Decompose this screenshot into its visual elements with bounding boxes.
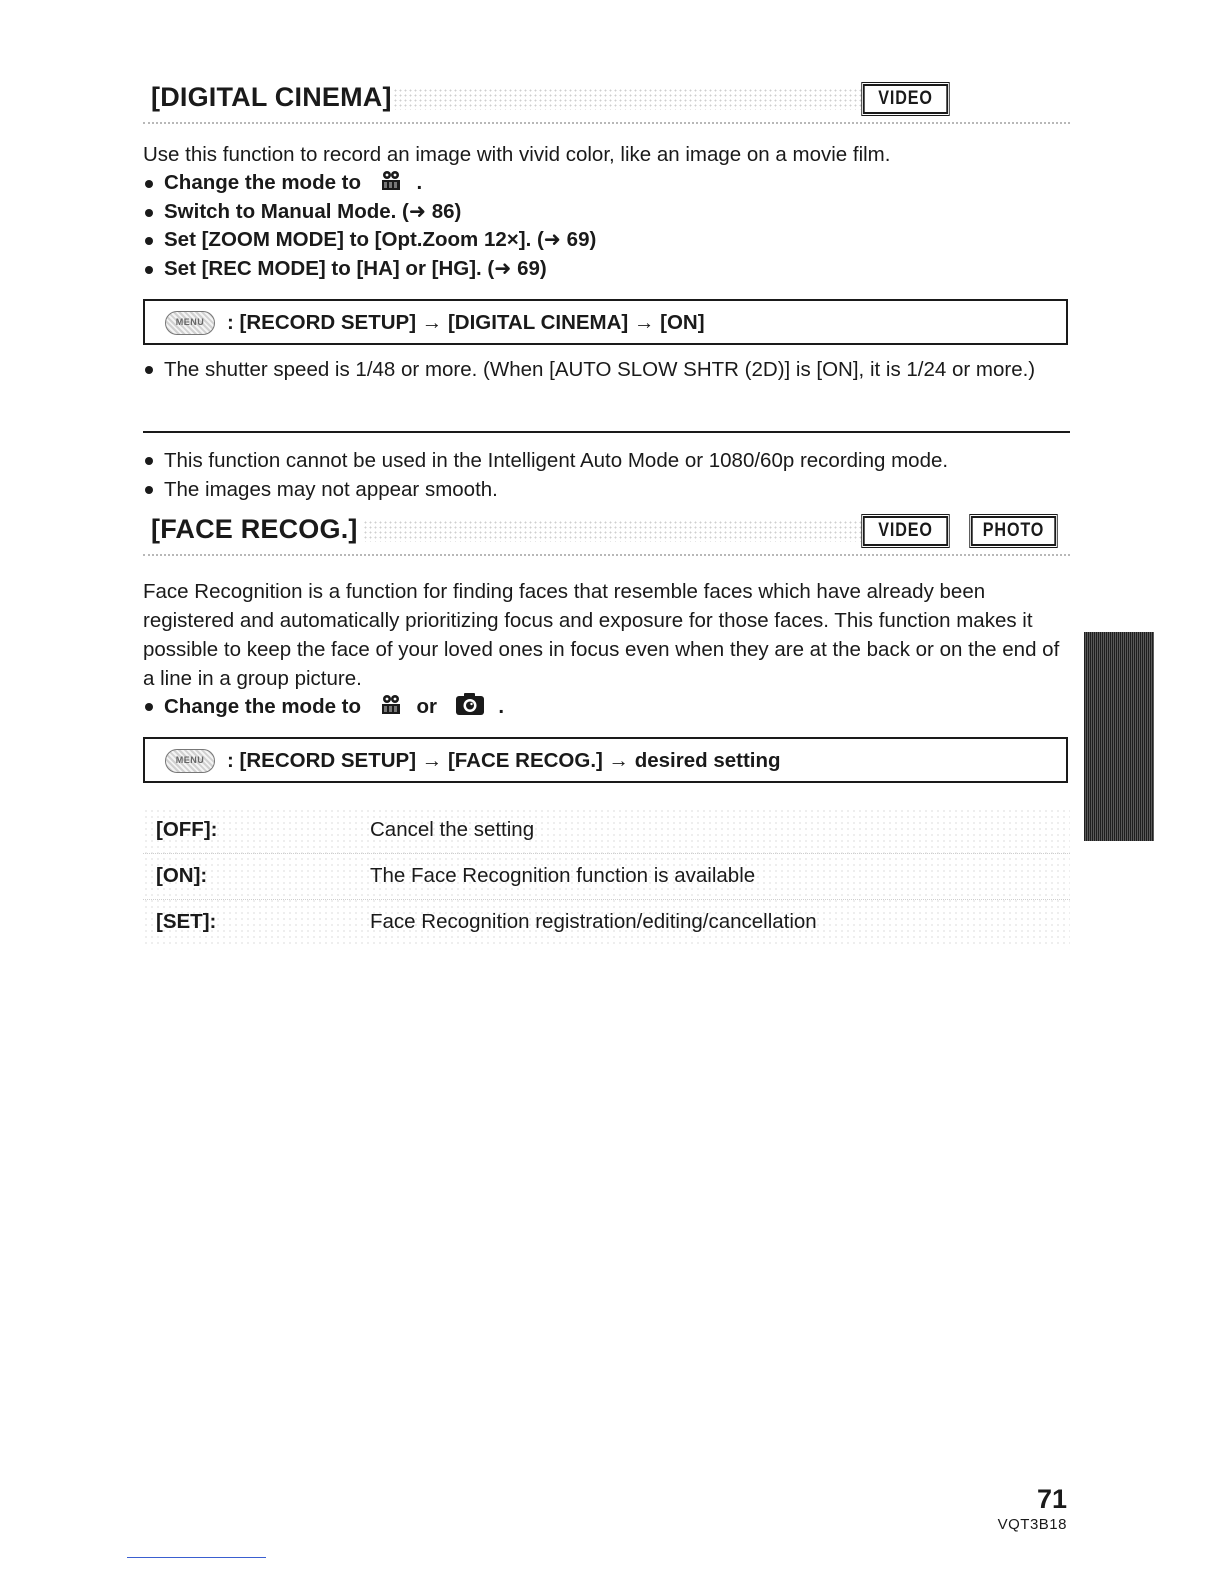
intro-text: Use this function to record an image with vivid color, like an image on a movie film. [143,143,891,166]
table-row [143,854,1070,900]
table-row [143,808,1070,854]
menu-path-box [143,299,1068,345]
menu-path-box [143,737,1068,783]
list-item: Change the mode to or . [143,692,504,721]
settings-table [143,808,1070,945]
section-divider [143,431,1070,433]
caution-item: This function cannot be used in the Intelligent Auto Mode or 1080/60p recording mode. [143,446,1073,475]
setting-key: [OFF]: [156,818,218,841]
setting-key: [SET]: [156,910,217,933]
menu-path: : [RECORD SETUP] → [FACE RECOG.] → desired setting [227,749,781,772]
video-mode-icon [379,694,403,725]
section-title: [FACE RECOG.] [151,514,358,544]
list-item: Switch to Manual Mode. (➜ 86) [143,198,596,227]
model-code: VQT3B18 [997,1516,1067,1533]
intro-text: Face Recognition is a function for finding faces that resemble faces which have already been registered and automatically prioritizing focus and exposure for those faces. This function makes it possible to keep the face of your loved ones in focus even when they are at the back or on the end of a line in a group picture. [143,580,1060,690]
setting-key: [ON]: [156,864,208,887]
photo-mode-icon [455,692,485,725]
bottom-rule [127,1557,266,1558]
section-heading-digital-cinema [143,78,1070,124]
list-item: Set [ZOOM MODE] to [Opt.Zoom 12×]. (➜ 69) [143,226,596,255]
video-mode-icon [379,170,403,201]
table-row [143,900,1070,945]
prerequisite-list [143,169,596,283]
list-item: Set [REC MODE] to [HA] or [HG]. (➜ 69) [143,255,596,284]
menu-path: : [RECORD SETUP] → [DIGITAL CINEMA] → [ON] [227,311,705,334]
chapter-side-tab [1084,632,1154,841]
heading-dot-pattern [363,520,863,542]
menu-button-icon: MENU [165,311,215,335]
setting-description: Face Recognition registration/editing/cancellation [370,910,817,933]
section-heading-face-recog [143,510,1070,556]
heading-dot-pattern [393,88,863,110]
video-badge: VIDEO [863,516,948,546]
prerequisite-list [143,692,504,721]
setting-description: The Face Recognition function is available [370,864,756,887]
caution-item: The images may not appear smooth. [143,475,1073,504]
video-badge: VIDEO [863,84,948,114]
photo-badge: PHOTO [971,516,1056,546]
list-item: Change the mode to . [143,169,596,198]
section-title: [DIGITAL CINEMA] [151,82,392,112]
menu-button-icon: MENU [165,749,215,773]
caution-list [143,446,1073,504]
note-list [143,355,1073,384]
note-item: The shutter speed is 1/48 or more. (When [AUTO SLOW SHTR (2D)] is [ON], it is 1/24 or more.) [143,355,1073,384]
setting-description: Cancel the setting [370,818,535,841]
page-number: 71 [1036,1484,1067,1514]
